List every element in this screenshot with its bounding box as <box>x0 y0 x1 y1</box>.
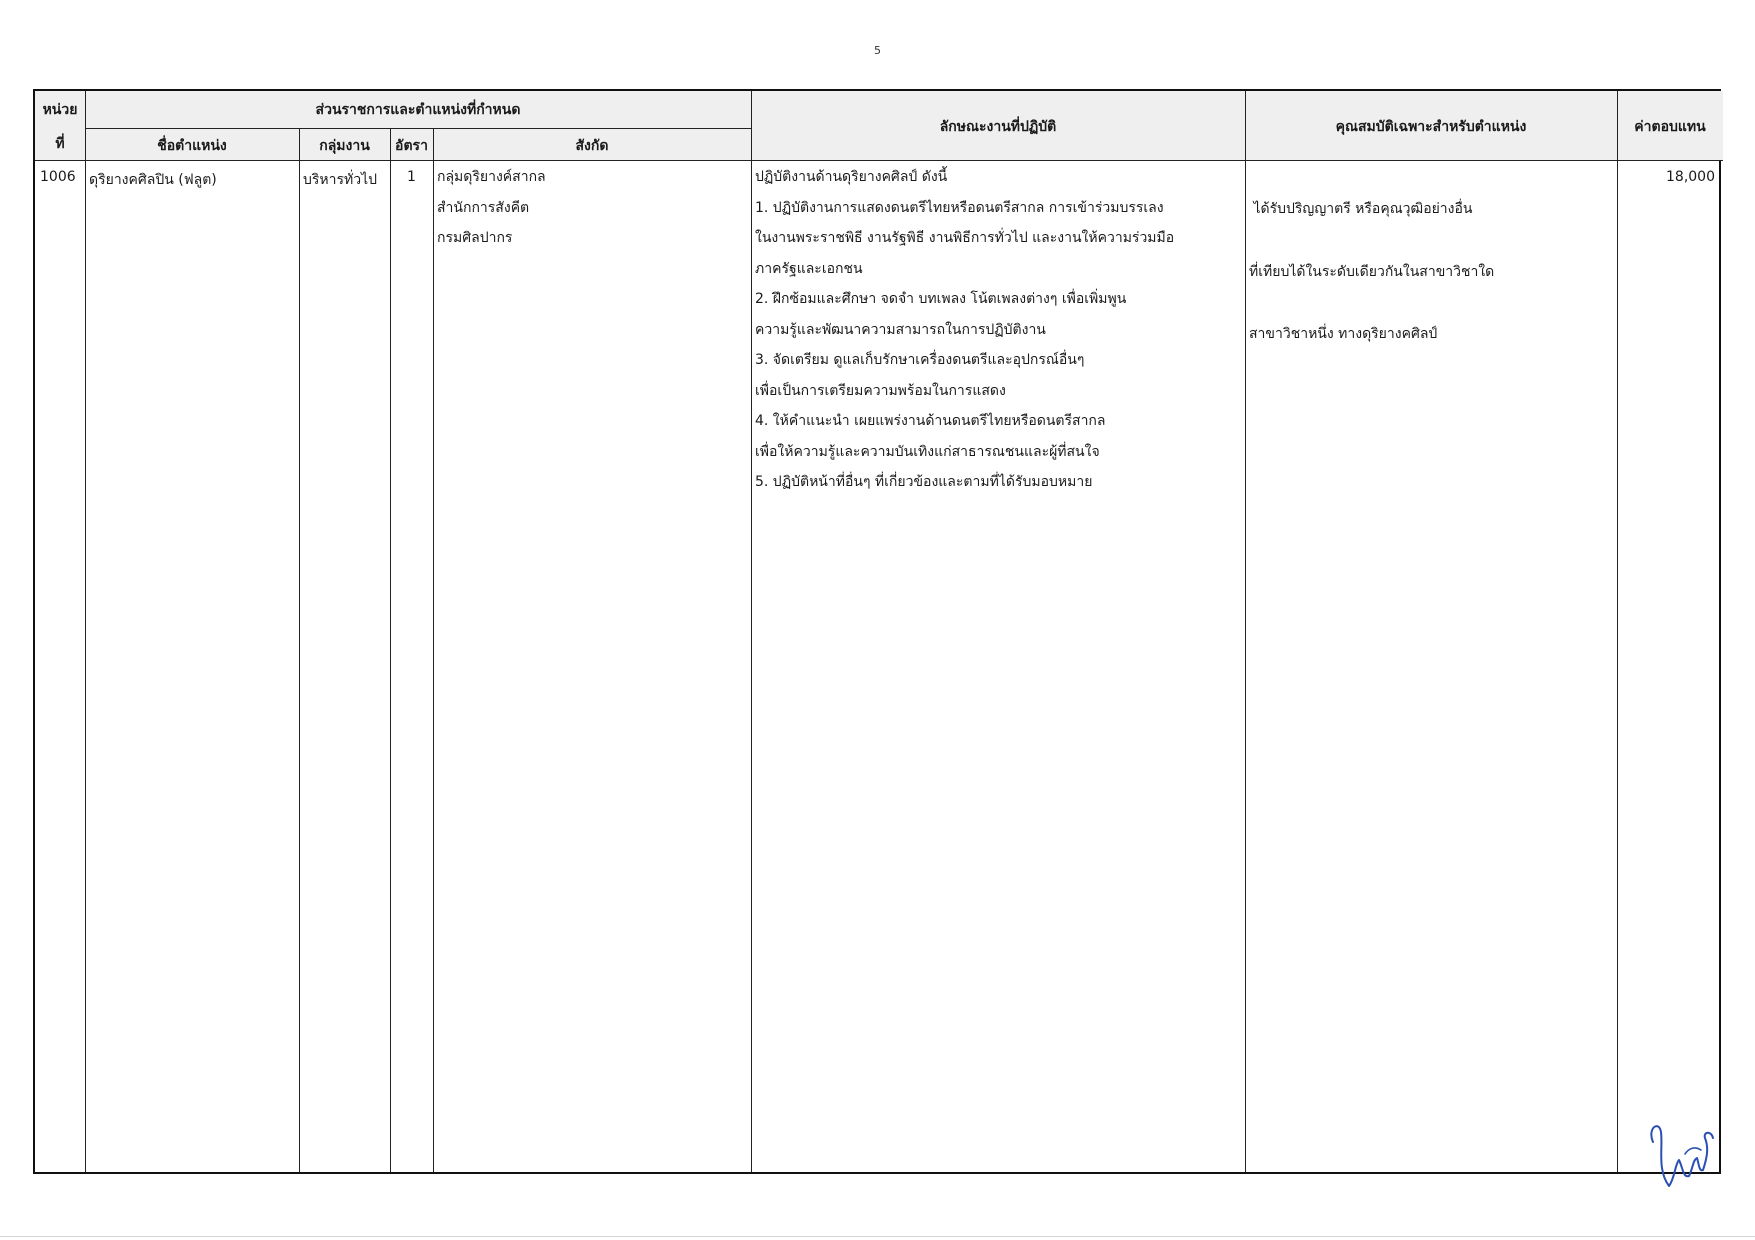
job-nature-line: เพื่อให้ความรู้และความบันเทิงแก่สาธารณชนและผู้ที่สนใจ <box>755 443 1100 460</box>
header-qualifications: คุณสมบัติเฉพาะสำหรับตำแหน่ง <box>1335 119 1527 135</box>
job-nature-line: ปฏิบัติงานด้านดุริยางคศิลป์ ดังนี้ <box>755 169 948 185</box>
col-divider <box>85 91 86 1172</box>
col-divider <box>1617 91 1618 1172</box>
handwritten-signature <box>1645 1108 1715 1198</box>
job-nature-line: เพื่อเป็นการเตรียมความพร้อมในการแสดง <box>755 382 1006 399</box>
col-divider <box>299 128 300 1172</box>
qualification-line: สาขาวิชาหนึ่ง ทางดุริยางคศิลป์ <box>1249 326 1438 342</box>
row-divider <box>85 128 751 129</box>
position-table <box>33 89 1721 1174</box>
qualification-line: ที่เทียบได้ในระดับเดียวกันในสาขาวิชาใด <box>1249 263 1495 280</box>
header-rate: อัตรา <box>395 138 428 154</box>
affiliation-line: สำนักการสังคีต <box>437 199 530 216</box>
header-affiliation: สังกัด <box>575 138 609 154</box>
rate-value: 1 <box>407 169 416 185</box>
header-bottom-rule <box>35 160 1723 161</box>
job-nature-line: ความรู้และพัฒนาความสามารถในการปฏิบัติงาน <box>755 321 1046 338</box>
position-name: ดุริยางคศิลปิน (ฟลูต) <box>89 172 217 188</box>
col-divider <box>1245 91 1246 1172</box>
job-nature-line: 2. ฝึกซ้อมและศึกษา จดจำ บทเพลง โน้ตเพลงต่างๆ เพื่อเพิ่มพูน <box>755 291 1127 307</box>
col-divider <box>751 91 752 1172</box>
affiliation-list <box>437 162 546 254</box>
unit-number: 1006 <box>40 169 76 185</box>
job-nature-line: 3. จัดเตรียม ดูแลเก็บรักษาเครื่องดนตรีและอุปกรณ์อื่นๆ <box>755 352 1085 368</box>
job-nature-list <box>755 162 1174 498</box>
job-nature-line: ในงานพระราชพิธี งานรัฐพิธี งานพิธีการทั่วไป และงานให้ความร่วมมือ <box>755 230 1175 246</box>
job-nature-line: 1. ปฏิบัติงานการแสดงดนตรีไทยหรือดนตรีสากล การเข้าร่วมบรรเลง <box>755 199 1164 216</box>
page-bottom-edge <box>0 1236 1755 1237</box>
job-nature-line: 5. ปฏิบัติหน้าที่อื่นๆ ที่เกี่ยวข้องและตามที่ได้รับมอบหมาย <box>755 474 1093 490</box>
job-nature-line: 4. ให้คำแนะนำ เผยแพร่งานด้านดนตรีไทยหรือดนตรีสากล <box>755 413 1106 429</box>
col-divider <box>433 128 434 1172</box>
qualification-line: ได้รับปริญญาตรี หรือคุณวุฒิอย่างอื่น <box>1249 201 1473 217</box>
header-unit-line1: หน่วย <box>42 102 78 118</box>
compensation-value: 18,000 <box>1666 169 1715 185</box>
page-number: 5 <box>874 44 881 57</box>
col-divider <box>390 128 391 1172</box>
affiliation-line: กลุ่มดุริยางค์สากล <box>437 169 546 185</box>
qualifications-list <box>1249 162 1494 382</box>
header-unit-line2: ที่ <box>55 136 65 152</box>
header-job-nature: ลักษณะงานที่ปฏิบัติ <box>939 119 1057 135</box>
header-group-title: ส่วนราชการและตำแหน่งที่กำหนด <box>315 102 521 118</box>
header-compensation: ค่าตอบแทน <box>1634 119 1706 135</box>
header-work-group: กลุ่มงาน <box>319 138 370 154</box>
header-position-name: ชื่อตำแหน่ง <box>157 138 227 154</box>
affiliation-line: กรมศิลปากร <box>437 230 513 246</box>
work-group: บริหารทั่วไป <box>303 172 378 188</box>
job-nature-line: ภาครัฐและเอกชน <box>755 260 863 277</box>
